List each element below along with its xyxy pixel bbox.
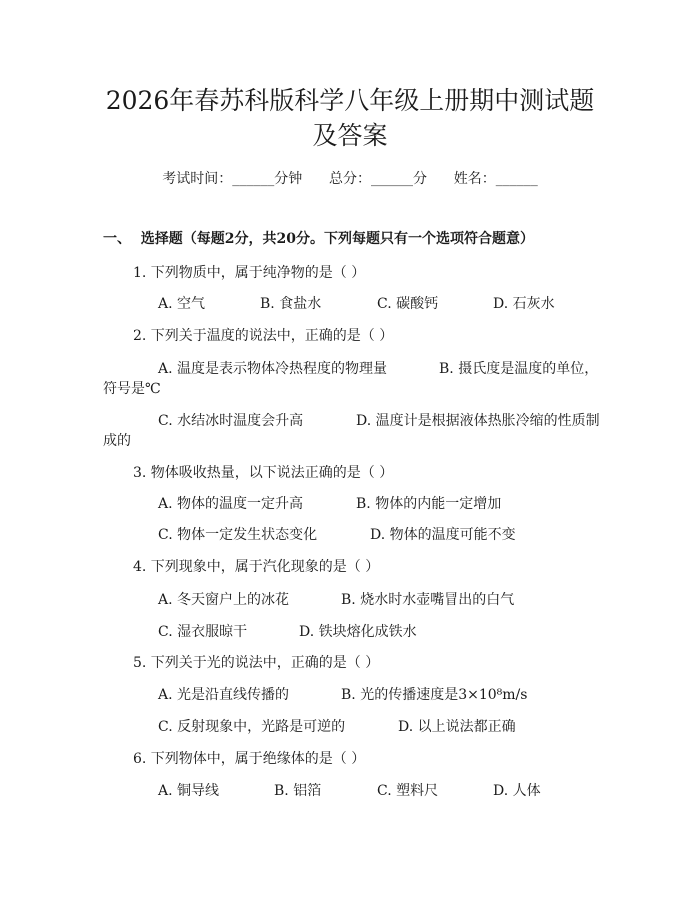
option-c: C. 碳酸钙 bbox=[377, 296, 439, 312]
exam-info-line: 考试时间：______分钟 总分：______分 姓名：______ bbox=[162, 171, 538, 187]
option-continuation: 符号是℃ bbox=[103, 381, 161, 397]
option-b: B. 光的传播速度是3×10⁸m/s bbox=[341, 687, 528, 703]
option-d: D. 物体的温度可能不变 bbox=[370, 527, 516, 543]
question-stem: 3. 物体吸收热量，以下说法正确的是（ ） bbox=[133, 465, 394, 481]
question-stem: 2. 下列关于温度的说法中，正确的是（ ） bbox=[133, 328, 394, 344]
question-stem: 6. 下列物体中，属于绝缘体的是（ ） bbox=[133, 751, 366, 767]
option-a: A. 铜导线 bbox=[158, 783, 220, 799]
option-c: C. 物体一定发生状态变化 bbox=[158, 527, 318, 543]
option-a: A. 物体的温度一定升高 bbox=[158, 496, 304, 512]
option-d: D. 以上说法都正确 bbox=[398, 719, 516, 735]
doc-title-line1: 2026年春苏科版科学八年级上册期中测试题 bbox=[105, 86, 595, 115]
option-b: B. 烧水时水壶嘴冒出的白气 bbox=[341, 592, 515, 608]
option-continuation: 成的 bbox=[103, 433, 131, 449]
option-b: B. 物体的内能一定增加 bbox=[356, 496, 502, 512]
option-c: C. 反射现象中，光路是可逆的 bbox=[158, 719, 346, 735]
option-b: B. 摄氏度是温度的单位， bbox=[439, 361, 599, 377]
option-d: D. 铁块熔化成铁水 bbox=[299, 624, 417, 640]
question-stem: 5. 下列关于光的说法中，正确的是（ ） bbox=[133, 655, 380, 671]
option-b: B. 食盐水 bbox=[260, 296, 322, 312]
option-a: A. 温度是表示物体冷热程度的物理量 bbox=[158, 361, 388, 377]
doc-title-line2: 及答案 bbox=[312, 121, 388, 150]
option-c: C. 水结冰时温度会升高 bbox=[158, 413, 304, 429]
question-stem: 1. 下列物质中，属于纯净物的是（ ） bbox=[133, 265, 366, 281]
option-a: A. 冬天窗户上的冰花 bbox=[158, 592, 290, 608]
option-d: D. 温度计是根据液体热胀冷缩的性质制 bbox=[356, 413, 600, 429]
option-d: D. 人体 bbox=[493, 783, 541, 799]
option-d: D. 石灰水 bbox=[493, 296, 555, 312]
question-stem: 4. 下列现象中，属于汽化现象的是（ ） bbox=[133, 559, 380, 575]
section-heading: 一、 选择题（每题2分，共20分。下列每题只有一个选项符合题意） bbox=[103, 231, 534, 247]
option-b: B. 铝箔 bbox=[274, 783, 322, 799]
option-a: A. 光是沿直线传播的 bbox=[158, 687, 290, 703]
option-c: C. 湿衣服晾干 bbox=[158, 624, 248, 640]
option-a: A. 空气 bbox=[158, 296, 206, 312]
option-c: C. 塑料尺 bbox=[377, 783, 439, 799]
